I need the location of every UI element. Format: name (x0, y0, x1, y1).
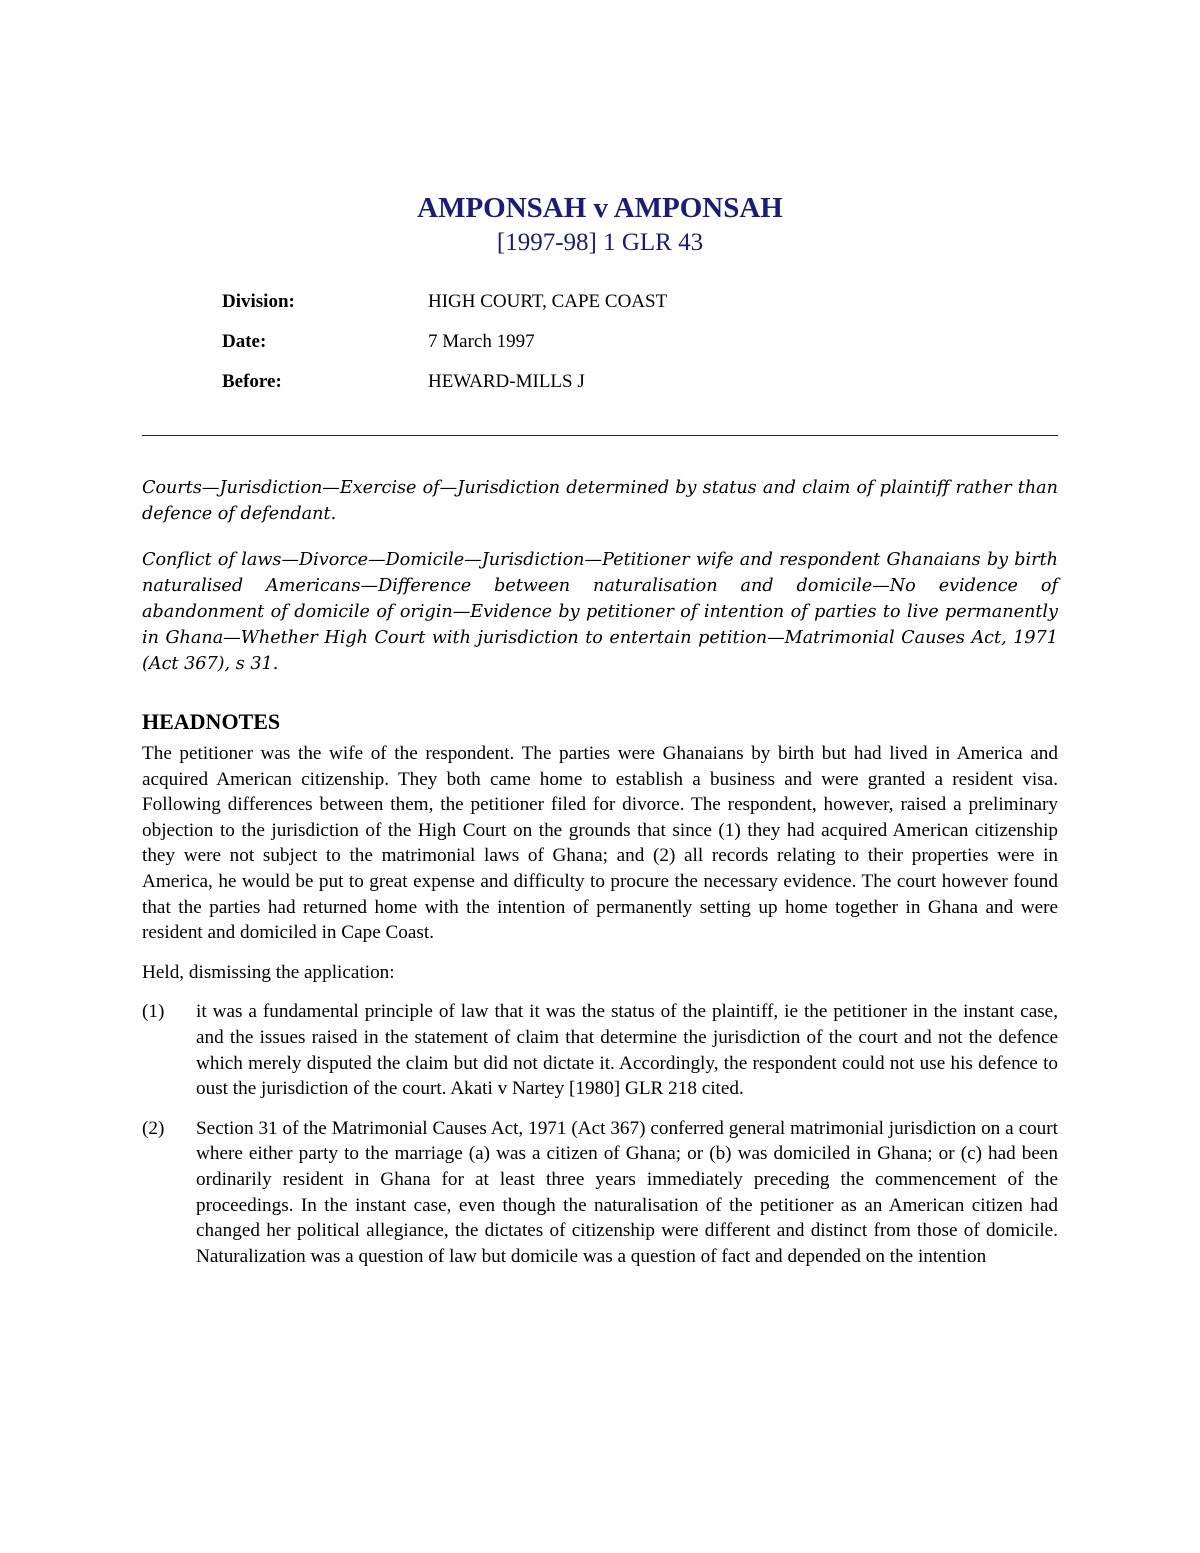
before-value: HEWARD-MILLS J (428, 371, 585, 392)
holding-text: it was a fundamental principle of law that it was the status of the plaintiff, ie the petitioner in the instant case, and the issues raised in the statement of claim that determine the jurisdiction of the court and not the defence which merely disputed the claim but did not dictate it. Accordingly, the respondent could not use his defence to oust the jurisdiction of the court. Akati v Nartey [1980] GLR 218 cited. (196, 1001, 1058, 1100)
date-row (222, 322, 1062, 362)
case-metadata (222, 282, 1062, 402)
before-label: Before: (222, 371, 282, 392)
case-title: AMPONSAH v AMPONSAH (417, 192, 783, 224)
holding-number: (1) (142, 1001, 165, 1023)
title-block (0, 190, 1200, 260)
document-body (142, 475, 1058, 1283)
division-label: Division: (222, 291, 295, 312)
holding-item (142, 999, 1058, 1101)
catchword-conflict-of-laws: Conflict of laws—Divorce—Domicile—Jurisdiction—Petitioner wife and respondent Ghanaians by birth naturalised Americans—Difference between naturalisation and domicile—No evidence of abandonment of domicile of origin—Evidence by petitioner of intention of parties to live permanently in Ghana—Whether High Court with jurisdiction to entertain petition—Matrimonial Causes Act, 1971 (Act 367), s 31. (142, 550, 1058, 674)
holding-number: (2) (142, 1117, 165, 1139)
division-row (222, 282, 1062, 322)
case-citation: [1997-98] 1 GLR 43 (496, 229, 704, 256)
held-line: Held, dismissing the application: (142, 961, 395, 983)
holding-item (142, 1116, 1058, 1270)
headnotes-paragraph: The petitioner was the wife of the respondent. The parties were Ghanaians by birth but had lived in America and acquired American citizenship. They both came home to establish a business and were granted a resident visa. Following differences between them, the petitioner filed for divorce. The respondent, however, raised a preliminary objection to the jurisdiction of the High Court on the grounds that since (1) they had acquired American citizenship they were not subject to the matrimonial laws of Ghana; and (2) all records relating to their properties were in America, he would be put to great expense and difficulty to procure the necessary evidence. The court however found that the parties had returned home with the intention of permanently setting up home together in Ghana and were resident and domiciled in Cape Coast. (142, 743, 1058, 944)
headnotes-heading: HEADNOTES (142, 709, 281, 734)
before-row (222, 362, 1062, 402)
header-divider (142, 435, 1058, 436)
date-value: 7 March 1997 (428, 331, 535, 352)
division-value: HIGH COURT, CAPE COAST (428, 291, 668, 312)
date-label: Date: (222, 331, 267, 352)
catchword-courts: Courts—Jurisdiction—Exercise of—Jurisdiction determined by status and claim of plaintiff rather than defence of defendant. (142, 478, 1058, 524)
holding-text: Section 31 of the Matrimonial Causes Act, 1971 (Act 367) conferred general matrimonial jurisdiction on a court where either party to the marriage (a) was a citizen of Ghana; or (b) was domiciled in Ghana; or (c) had been ordinarily resident in Ghana for at least three years immediately preceding the commencement of the proceedings. In the instant case, even though the naturalisation of the petitioner as an American citizen had changed her political allegiance, the dictates of citizenship were different and distinct from those of domicile. Naturalization was a question of law but domicile was a question of fact and depended on the intention (196, 1117, 1058, 1267)
